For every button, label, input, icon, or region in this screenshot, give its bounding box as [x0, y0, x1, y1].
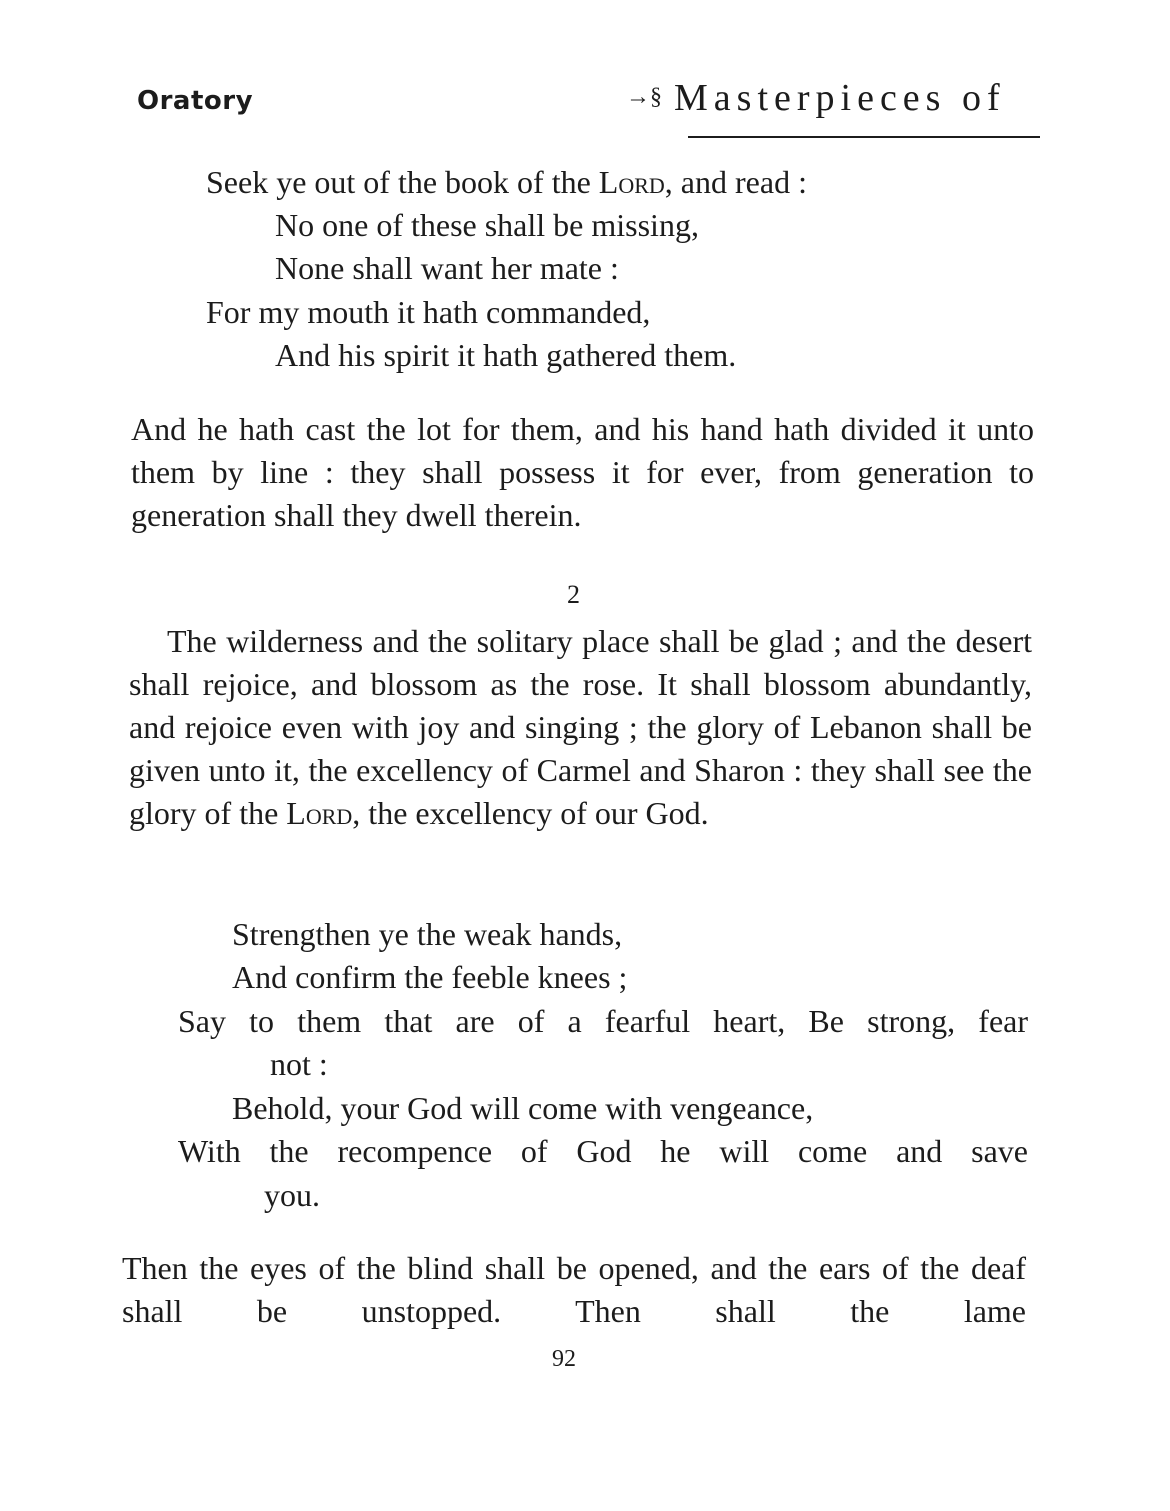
header-rule [688, 136, 1040, 138]
page-number: 92 [552, 1346, 576, 1372]
verse2-line-3: Say to them that are of a fearful heart, Be strong, fear [178, 1003, 1028, 1039]
verse1-line-4: For my mouth it hath commanded, [206, 294, 651, 330]
running-head-title-text: Masterpieces of [674, 77, 1006, 119]
verse1-line-1 [206, 162, 807, 202]
ornament-icon: →§ [626, 84, 662, 110]
verse2-line-5: With the recompence of God he will come and save [178, 1133, 1028, 1169]
verse1-line-2: No one of these shall be missing, [275, 207, 699, 243]
prose-2-text: The wilderness and the solitary place shall be glad ; and the desert shall rejoice, and blossom as the rose. It shall blossom abundantly, and rejoice even with joy and singing ; the glory of Lebanon shall be given unto it, the excellency of Carmel and Sharon : they shall see the glory of the [129, 623, 1032, 831]
running-head-section: Oratory [137, 86, 254, 116]
verse1-line-1-post: , and read : [664, 164, 807, 200]
verse2-line-2: And confirm the feeble knees ; [232, 959, 628, 995]
lord-small-caps-2: Lord [286, 795, 353, 831]
verse1-line-5: And his spirit it hath gathered them. [275, 337, 737, 373]
prose-paragraph-2 [129, 620, 1032, 835]
verse1-line-1-pre: Seek ye out of the book of the [206, 164, 599, 200]
section-number: 2 [567, 580, 580, 609]
verse2-line-1: Strengthen ye the weak hands, [232, 916, 623, 952]
verse2-line-3-cont: not : [270, 1046, 328, 1082]
running-head-title [626, 76, 1040, 120]
prose-paragraph-3: Then the eyes of the blind shall be opened, and the ears of the deaf shall be unstopped. Then shall the lame [122, 1250, 1026, 1329]
verse2-line-4: Behold, your God will come with vengeance, [232, 1090, 814, 1126]
prose-2-text-end: , the excellency of our God. [352, 795, 709, 831]
prose-paragraph-1: And he hath cast the lot for them, and his hand hath divided it unto them by line : they shall possess it for ever, from generation to generation shall they dwell therein. [131, 411, 1034, 533]
verse1-line-3: None shall want her mate : [275, 250, 619, 286]
lord-small-caps: Lord [598, 164, 665, 200]
verse2-line-5-cont: you. [264, 1177, 320, 1213]
